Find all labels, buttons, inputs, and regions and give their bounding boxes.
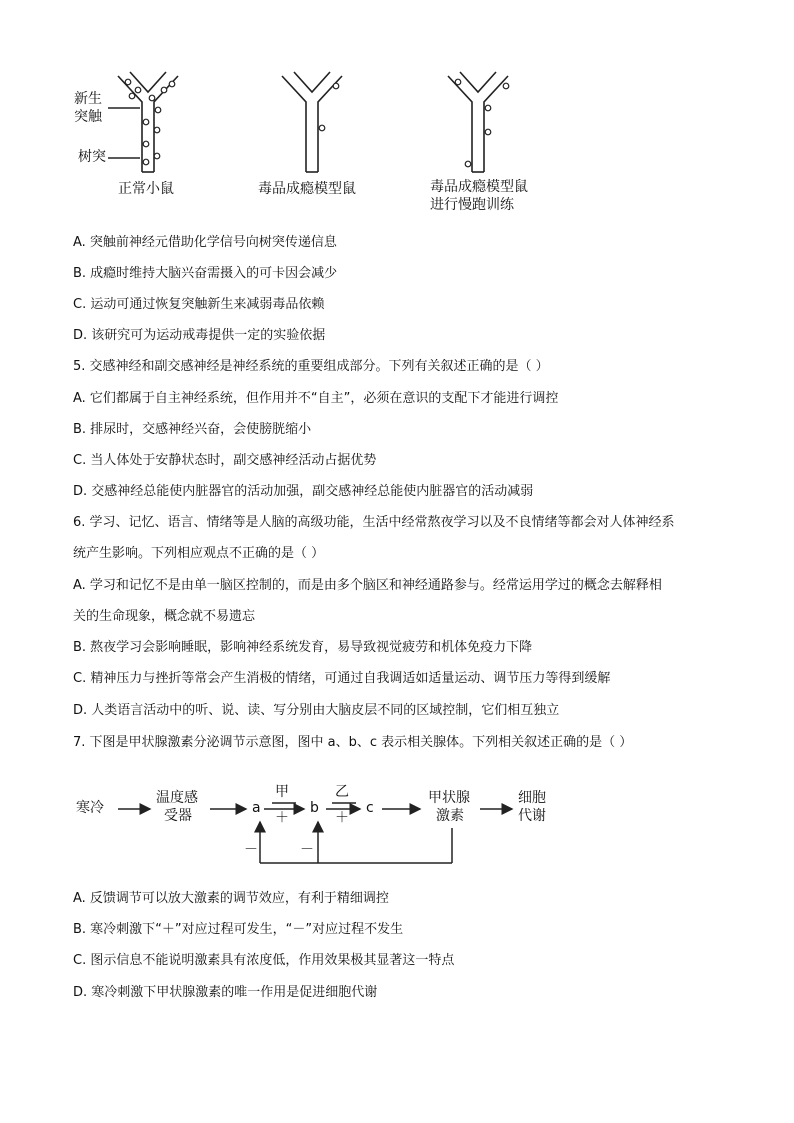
node-cell-line1: 细胞 [518, 790, 546, 806]
q6-option-a-line1: A. 学习和记忆不是由单一脑区控制的，而是由多个脑区和神经通路参与。经常运用学过的概念去解释相 [73, 578, 662, 593]
q6-option-b: B. 熬夜学习会影响睡眠，影响神经系统发育，易导致视觉疲劳和机体免疫力下降 [73, 640, 533, 655]
q5-option-a: A. 它们都属于自主神经系统，但作用并不“自主”，必须在意识的支配下才能进行调控 [73, 391, 559, 406]
q5-stem: 5. 交感神经和副交感神经是神经系统的重要组成部分。下列有关叙述正确的是（ ） [73, 359, 549, 374]
caption-normal-mouse: 正常小鼠 [118, 181, 174, 197]
label-yi: 乙 [335, 784, 349, 800]
node-b: b [310, 800, 319, 816]
q6-stem-line1: 6. 学习、记忆、语言、情绪等是人脑的高级功能，生活中经常熬夜学习以及不良情绪等都会对人体神经系 [73, 515, 675, 530]
caption-addicted-mouse: 毒品成瘾模型鼠 [258, 181, 356, 197]
q5-option-c: C. 当人体处于安静状态时，副交感神经活动占据优势 [73, 453, 377, 468]
caption-running-line1: 毒品成瘾模型鼠 [430, 179, 528, 195]
q4-option-b: B. 成瘾时维持大脑兴奋需摄入的可卡因会减少 [73, 266, 338, 281]
label-minus-1: － [244, 842, 258, 858]
node-cold: 寒冷 [76, 800, 104, 816]
node-receptor-line1: 温度感 [156, 790, 198, 806]
node-thyroid-line1: 甲状腺 [428, 790, 470, 806]
q6-option-c: C. 精神压力与挫折等常会产生消极的情绪，可通过自我调适如适量运动、调节压力等得到缓解 [73, 671, 611, 686]
flow-arrows [70, 780, 570, 870]
label-new: 新生 [74, 91, 102, 107]
label-jia: 甲 [275, 784, 289, 800]
node-cell-line2: 代谢 [518, 808, 546, 824]
label-dendrite: 树突 [78, 149, 106, 165]
q6-option-a-line2: 关的生命现象，概念就不易遗忘 [73, 609, 256, 624]
q6-stem-line2: 统产生影响。下列相应观点不正确的是（ ） [73, 546, 325, 561]
q7-option-c: C. 图示信息不能说明激素具有浓度低，作用效果极其显著这一特点 [73, 953, 455, 968]
q7-stem: 7. 下图是甲状腺激素分泌调节示意图，图中 a、b、c 表示相关腺体。下列相关叙述正确的是（ ） [73, 735, 633, 750]
q4-option-d: D. 该研究可为运动戒毒提供一定的实验依据 [73, 328, 326, 343]
q5-option-d: D. 交感神经总能使内脏器官的活动加强，副交感神经总能使内脏器官的活动减弱 [73, 484, 534, 499]
node-c: c [366, 800, 374, 816]
thyroid-regulation-diagram [70, 780, 570, 870]
caption-running-line2: 进行慢跑训练 [430, 197, 514, 213]
q6-option-d: D. 人类语言活动中的听、说、读、写分别由大脑皮层不同的区域控制，它们相互独立 [73, 703, 560, 718]
label-plus-2: ＋ [335, 810, 349, 826]
q4-option-c: C. 运动可通过恢复突触新生来减弱毒品依赖 [73, 297, 325, 312]
q7-option-a: A. 反馈调节可以放大激素的调节效应，有利于精细调控 [73, 891, 389, 906]
q7-option-b: B. 寒冷刺激下“＋”对应过程可发生，“－”对应过程不发生 [73, 922, 404, 937]
node-thyroid-line2: 激素 [436, 808, 464, 824]
label-minus-2: － [300, 842, 314, 858]
label-plus-1: ＋ [275, 810, 289, 826]
q7-option-d: D. 寒冷刺激下甲状腺激素的唯一作用是促进细胞代谢 [73, 985, 378, 1000]
q5-option-b: B. 排尿时，交感神经兴奋，会使膀胱缩小 [73, 422, 312, 437]
dendrite-figure [60, 60, 580, 220]
node-receptor-line2: 受器 [164, 808, 192, 824]
node-a: a [252, 800, 261, 816]
q4-option-a: A. 突触前神经元借助化学信号向树突传递信息 [73, 235, 337, 250]
label-synapse: 突触 [74, 109, 102, 125]
